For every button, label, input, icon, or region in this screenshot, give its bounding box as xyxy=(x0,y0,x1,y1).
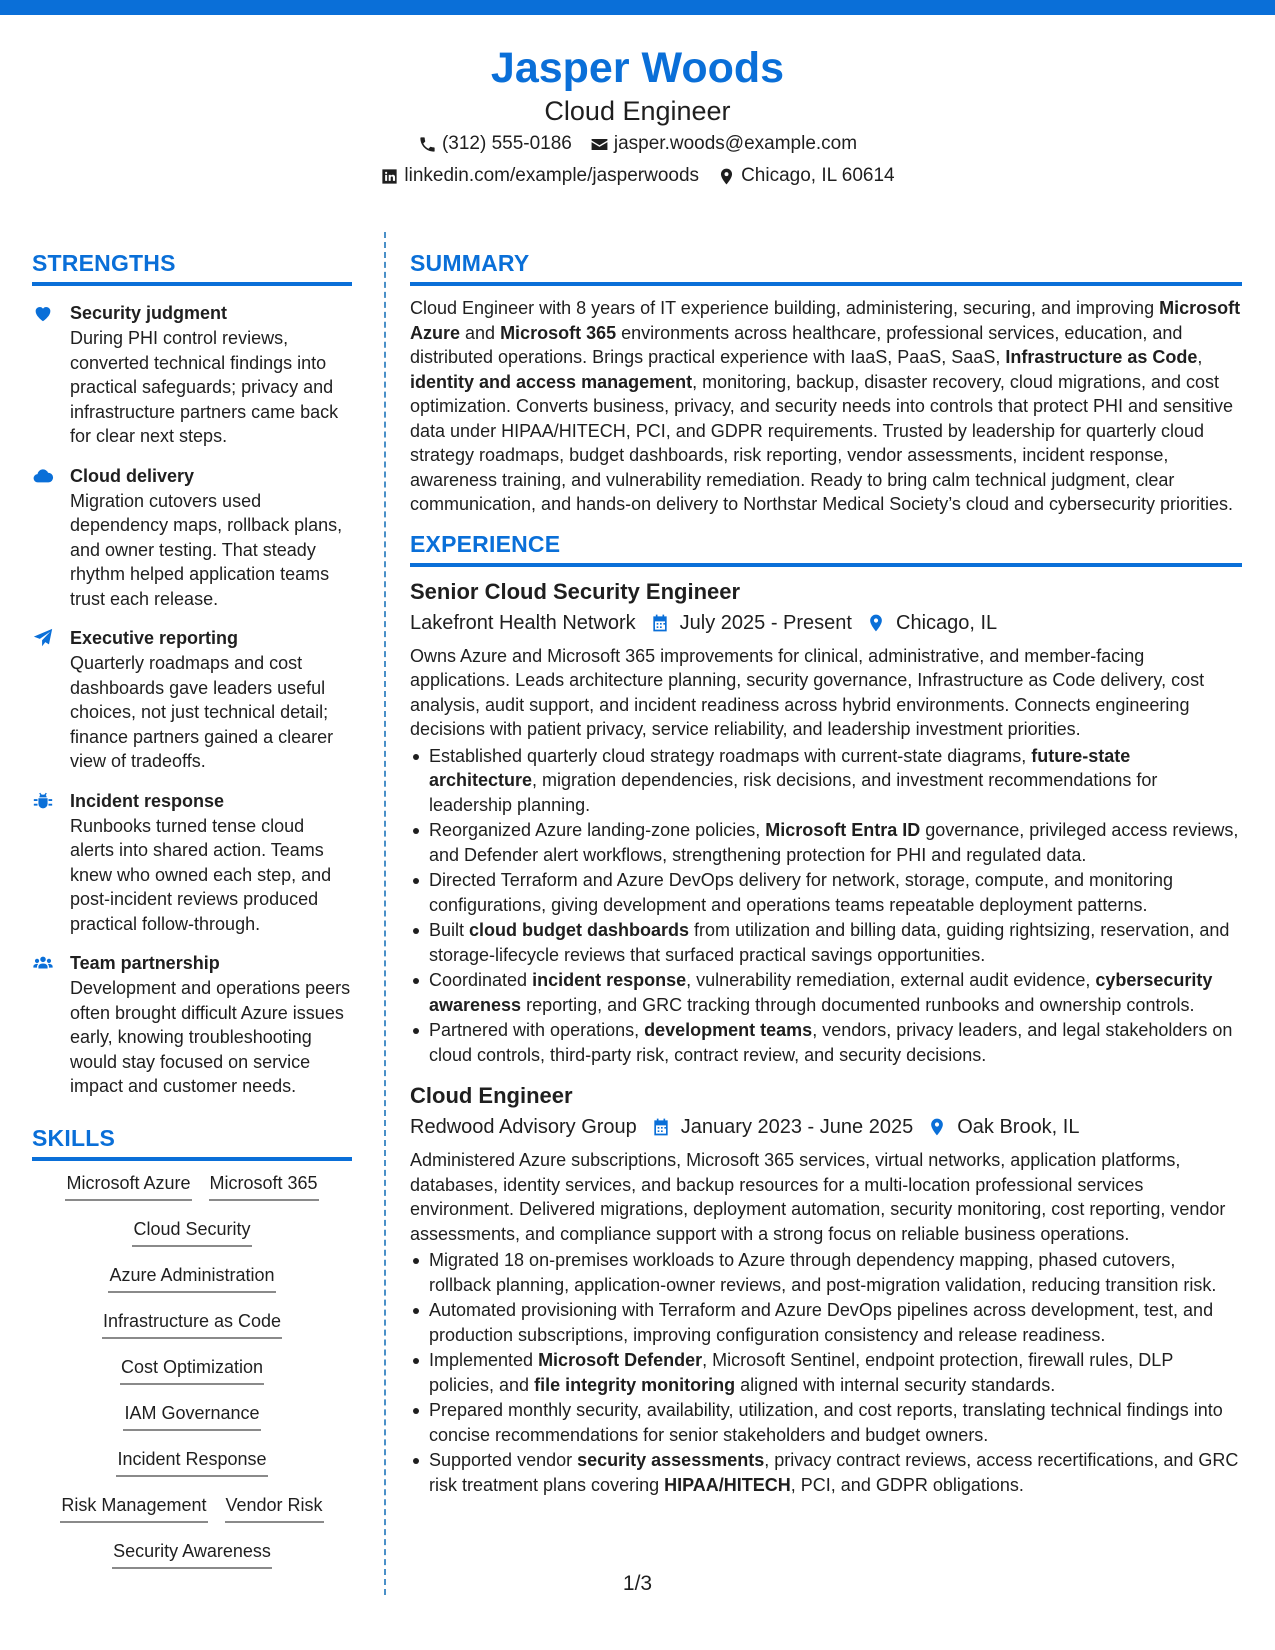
strength-icon-wrap xyxy=(32,300,70,449)
map-pin-icon xyxy=(866,613,886,633)
strength-desc: Development and operations peers often brought difficult Azure issues early, knowing troubleshooting would stay focused on service impact and customer needs. xyxy=(70,978,351,1096)
envelope-icon xyxy=(590,135,609,154)
experience-list xyxy=(410,577,1242,1498)
skill-tag: Azure Administration xyxy=(108,1263,275,1293)
job-entry xyxy=(410,577,1242,1068)
location-contact xyxy=(717,160,895,192)
skill-row xyxy=(32,1447,352,1477)
strength-title: Executive reporting xyxy=(70,628,239,648)
strength-icon-wrap xyxy=(32,788,70,937)
strength-item xyxy=(32,300,352,449)
summary-title: SUMMARY xyxy=(410,248,1242,286)
users-icon xyxy=(32,952,54,974)
strengths-title: STRENGTHS xyxy=(32,248,352,286)
job-entry xyxy=(410,1081,1242,1497)
job-title: Cloud Engineer xyxy=(410,1083,573,1108)
email-text[interactable]: jasper.woods@example.com xyxy=(613,133,858,154)
job-description: Owns Azure and Microsoft 365 improvements for clinical, administrative, and member-facing applications. Leads architecture planning, security governance, Infrastructure as Code delivery, cost analysis, audit support, and incident readiness across hybrid environments. Connects engineering decisions with patient privacy, service reliability, and leadership investment priorities. xyxy=(410,645,1205,739)
calendar-icon xyxy=(650,613,670,633)
linkedin-text[interactable]: linkedin.com/example/jasperwoods xyxy=(404,165,700,186)
skill-tag: Vendor Risk xyxy=(225,1493,324,1523)
phone-icon xyxy=(418,135,437,154)
job-bullet: Reorganized Azure landing-zone policies, Microsoft Entra ID governance, privileged access reviews, and Defender alert workflows, strengthening protection for PHI and regulated data. xyxy=(410,818,1242,867)
job-dates: July 2025 - Present xyxy=(679,611,852,634)
skill-tag: Microsoft Azure xyxy=(65,1171,191,1201)
skills-list xyxy=(32,1171,352,1569)
job-bullet: Prepared monthly security, availability, utilization, and cost reports, translating technical findings into concise recommendations for senior stakeholders and budget owners. xyxy=(410,1398,1242,1447)
strength-body xyxy=(70,300,352,449)
map-pin-icon xyxy=(717,167,736,186)
job-meta xyxy=(410,608,1242,638)
strength-body xyxy=(70,463,352,612)
skills-title: SKILLS xyxy=(32,1123,352,1161)
job-company: Lakefront Health Network xyxy=(410,611,636,634)
job-meta xyxy=(410,1112,1242,1142)
skill-row xyxy=(32,1171,352,1201)
job-location: Oak Brook, IL xyxy=(957,1116,1080,1138)
phone-text: (312) 555-0186 xyxy=(441,133,572,154)
bug-icon xyxy=(32,790,54,812)
strength-desc: Quarterly roadmaps and cost dashboards gave leaders useful choices, not just technical detail; finance partners gained a clearer view of tradeoffs. xyxy=(70,653,334,771)
skill-tag: Security Awareness xyxy=(112,1539,272,1569)
strength-item xyxy=(32,950,352,1099)
email-contact[interactable] xyxy=(590,128,857,160)
job-bullet: Partnered with operations, development teams, vendors, privacy leaders, and legal stakeholders on cloud controls, third-party risk, contract review, and security decisions. xyxy=(410,1018,1242,1067)
contact-row-1 xyxy=(0,128,1275,160)
job-bullet: Implemented Microsoft Defender, Microsoft Sentinel, endpoint protection, firewall rules, DLP policies, and file integrity monitoring aligned with internal security standards. xyxy=(410,1348,1242,1397)
experience-title: EXPERIENCE xyxy=(410,529,1242,567)
skill-row xyxy=(32,1401,352,1431)
resume-header xyxy=(0,42,1275,192)
strength-title: Security judgment xyxy=(70,303,228,323)
job-bullet: Established quarterly cloud strategy roadmaps with current-state diagrams, future-state architecture, migration dependencies, risk decisions, and investment recommendations for leadership planning. xyxy=(410,744,1242,818)
linkedin-icon xyxy=(380,167,399,186)
job-dates: January 2023 - June 2025 xyxy=(680,1116,914,1138)
job-bullet: Migrated 18 on-premises workloads to Azure through dependency mapping, phased cutovers, rollback planning, application-owner reviews, and post-migration validation, reducing transition risk. xyxy=(410,1248,1242,1297)
job-bullet: Built cloud budget dashboards from utilization and billing data, guiding rightsizing, reservation, and storage-lifecycle reviews that surfaced practical savings opportunities. xyxy=(410,918,1242,967)
skill-row xyxy=(32,1539,352,1569)
strength-desc: During PHI control reviews, converted technical findings into practical safeguards; privacy and infrastructure partners came back for clear next steps. xyxy=(70,328,339,446)
calendar-icon xyxy=(651,1117,671,1137)
heart-icon xyxy=(32,302,54,324)
job-bullet: Directed Terraform and Azure DevOps delivery for network, storage, compute, and monitoring configurations, giving development and operations teams repeatable deployment patterns. xyxy=(410,868,1242,917)
summary-text: Cloud Engineer with 8 years of IT experience building, administering, securing, and improving Microsoft Azure and Microsoft 365 environments across healthcare, professional services, education, and distributed operations. Brings practical experience with IaaS, PaaS, SaaS, Infrastructure as Code, identity and access management, monitoring, backup, disaster recovery, cloud migrations, and cost optimization. Converts business, privacy, and security needs into controls that protect PHI and sensitive data under HIPAA/HITECH, PCI, and GDPR requirements. Trusted by leadership for quarterly cloud strategy roadmaps, budget dashboards, risk reporting, vendor assessments, incident response, awareness training, and vulnerability remediation. Ready to bring calm technical judgment, clear communication, and hands-on delivery to Northstar Medical Society’s cloud and cybersecurity priorities. xyxy=(410,298,1241,514)
skill-tag: IAM Governance xyxy=(123,1401,260,1431)
strength-icon-wrap xyxy=(32,463,70,612)
job-description: Administered Azure subscriptions, Microsoft 365 services, virtual networks, application platforms, databases, identity services, and backup resources for a multi-location professional services environment. Delivered migrations, deployment automation, security monitoring, cost reporting, vendor assessments, and compliance support with a strong focus on reliable business operations. xyxy=(410,1150,1226,1244)
strength-desc: Runbooks turned tense cloud alerts into shared action. Teams knew who owned each step, and post-incident reviews produced practical follow-through. xyxy=(70,815,332,934)
map-pin-icon xyxy=(927,1117,947,1137)
job-bullet: Supported vendor security assessments, privacy contract reviews, access recertifications, and GRC risk treatment plans covering HIPAA/HITECH, PCI, and GDPR obligations. xyxy=(410,1448,1242,1497)
skill-tag: Cost Optimization xyxy=(120,1355,264,1385)
candidate-name: Jasper Woods xyxy=(490,44,785,92)
skill-row xyxy=(32,1493,352,1523)
skill-tag: Infrastructure as Code xyxy=(102,1309,282,1339)
candidate-role: Cloud Engineer xyxy=(544,96,731,126)
skill-row xyxy=(32,1309,352,1339)
strengths-list xyxy=(32,300,352,1099)
skill-tag: Risk Management xyxy=(60,1493,207,1523)
skill-tag: Incident Response xyxy=(116,1447,267,1477)
strength-title: Team partnership xyxy=(70,953,220,973)
skill-tag: Cloud Security xyxy=(132,1217,251,1247)
strength-item xyxy=(32,788,352,937)
job-title: Senior Cloud Security Engineer xyxy=(410,578,741,604)
column-divider xyxy=(384,232,386,1595)
location-text: Chicago, IL 60614 xyxy=(741,165,895,186)
strength-desc: Migration cutovers used dependency maps, rollback plans, and owner testing. That steady rhythm helped application teams trust each release. xyxy=(70,490,343,609)
job-bullets xyxy=(410,744,1242,1068)
left-column xyxy=(32,248,352,1569)
job-bullets xyxy=(410,1248,1242,1497)
job-bullet: Automated provisioning with Terraform and Azure DevOps pipelines across development, test, and production subscriptions, improving configuration consistency and release readiness. xyxy=(410,1298,1242,1347)
skill-row xyxy=(32,1263,352,1293)
strength-body xyxy=(70,625,352,774)
skill-tag: Microsoft 365 xyxy=(209,1171,319,1201)
strength-item xyxy=(32,463,352,612)
phone-contact xyxy=(418,128,572,160)
page-number: 1/3 xyxy=(622,1572,653,1595)
top-accent-bar xyxy=(0,0,1275,15)
job-company: Redwood Advisory Group xyxy=(410,1116,637,1138)
paper-plane-icon xyxy=(32,627,54,649)
strength-icon-wrap xyxy=(32,625,70,774)
job-location: Chicago, IL xyxy=(896,611,998,634)
strength-body xyxy=(70,950,352,1099)
skill-row xyxy=(32,1217,352,1247)
strength-body xyxy=(70,788,352,937)
contact-row-2 xyxy=(0,160,1275,192)
cloud-icon xyxy=(32,465,54,487)
linkedin-contact[interactable] xyxy=(380,160,699,192)
strength-title: Cloud delivery xyxy=(70,465,195,486)
right-column xyxy=(410,248,1242,1497)
strength-title: Incident response xyxy=(70,790,225,811)
strength-icon-wrap xyxy=(32,950,70,1099)
strength-item xyxy=(32,625,352,774)
job-bullet: Coordinated incident response, vulnerability remediation, external audit evidence, cybersecurity awareness reporting, and GRC tracking through documented runbooks and ownership controls. xyxy=(410,968,1242,1017)
skill-row xyxy=(32,1355,352,1385)
